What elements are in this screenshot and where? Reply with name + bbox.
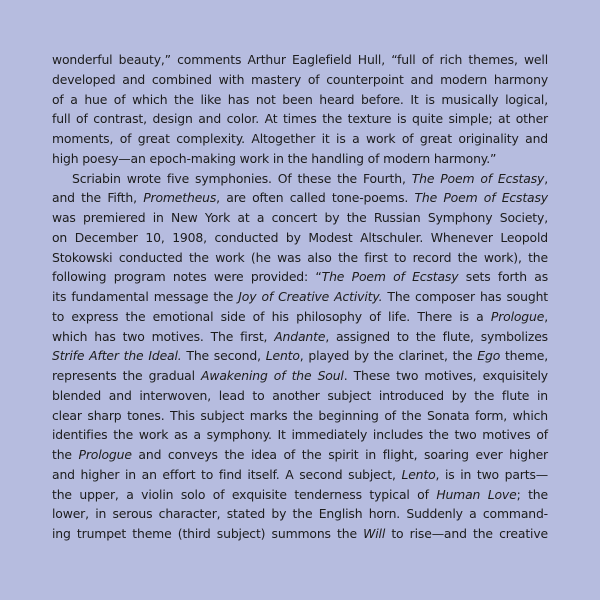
text-run: wonderful beauty,” comments Arthur Eaglefield Hull, “full of rich themes, well [52,52,548,67]
italic-text: The Poem of Ecstasy [411,170,545,186]
text-line [52,50,548,70]
text-run: . These two motives, exquisitely [343,368,548,383]
text-line [52,287,548,307]
text-line [52,485,548,505]
text-line [52,228,548,248]
italic-text: Ego [477,348,501,364]
text-line [52,406,548,426]
text-run: the [52,447,79,462]
text-line [52,366,548,386]
text-line [52,346,548,366]
text-line [52,70,548,90]
text-run: The composer has sought [382,289,549,304]
text-run: to rise—and the creative [385,526,548,541]
text-run: ing trumpet theme (third subject) summons the [52,526,364,541]
text-line [52,169,548,189]
text-run: identifies the work as a symphony. It immediately includes the two motives of [52,427,548,443]
text-run: lower, in serous character, stated by the English horn. Suddenly a command- [52,506,548,522]
text-run: represents the gradual [52,368,202,383]
text-line [52,267,548,287]
text-run: blended and interwoven, lead to another subject introduced by the flute in [52,387,548,403]
text-run: and the Fifth, [52,190,144,206]
italic-text: The Poem of Ecstasy [414,190,548,206]
text-run: sets forth as [458,269,548,285]
text-line [52,386,548,406]
text-run: high poesy—an epoch-making work in the handling of modern harmony.” [52,150,497,166]
text-run: , played by the clarinet, the [299,348,478,364]
italic-text: Human Love [436,486,517,502]
text-line [52,524,548,544]
text-run: and conveys the idea of the spirit in flight, soaring ever higher [131,447,548,462]
text-run: , [544,170,548,186]
text-run: full of contrast, design and color. At times the texture is quite simple; at other [52,111,548,127]
body-text [52,50,548,544]
text-run: developed and combined with mastery of counterpoint and modern harmony [52,71,548,87]
text-line [52,445,548,465]
text-run: , is in two parts— [435,466,548,482]
text-run: its fundamental message the [52,289,239,304]
text-run: Scriabin wrote five symphonies. Of these the Fourth, [72,170,412,186]
text-run: theme, [500,348,549,364]
text-run: clear sharp tones. This subject marks the beginning of the Sonata form, which [52,407,548,423]
italic-text: Awakening of the Soul [201,368,344,383]
text-run: , assigned to the flute, symbolizes [325,328,548,344]
italic-text: Lento [265,348,300,364]
text-run: ; the [516,486,548,502]
text-run: Stokowski conducted the work (he was also the first to record the work), the [52,249,548,265]
italic-text: Prologue [490,308,545,324]
text-run: of a hue of which the like has not been heard before. It is musically logical, [52,91,548,107]
italic-text: Will [363,526,386,541]
text-line [52,504,548,524]
italic-text: Strife After the Ideal. [52,348,182,364]
text-run: , are often called tone-poems. [216,190,415,206]
text-run: following program notes were provided: “ [52,269,322,285]
italic-text: Prologue [78,447,132,462]
italic-text: Prometheus [143,190,217,206]
text-run: and higher in an effort to find itself. A second subject, [52,466,402,482]
text-line [52,208,548,228]
text-run: which has two motives. The first, [52,328,275,344]
text-line [52,90,548,110]
text-line [52,188,548,208]
text-line [52,248,548,268]
text-run: on December 10, 1908, conducted by Modest Altschuler. Whenever Leopold [52,229,548,245]
text-line [52,109,548,129]
text-line [52,149,548,169]
italic-text: Lento [401,466,436,482]
text-line [52,425,548,445]
text-run: moments, of great complexity. Altogether it is a work of great originality and [52,131,548,146]
italic-text: Andante [274,328,326,344]
text-line [52,307,548,327]
text-run: was premiered in New York at a concert by the Russian Symphony Society, [52,210,548,225]
text-run: the upper, a violin solo of exquisite tenderness typical of [52,486,437,502]
text-run: to express the emotional side of his philosophy of life. There is a [52,308,491,324]
text-run: , [544,308,548,324]
text-line [52,327,548,347]
italic-text: Joy of Creative Activity. [238,289,383,304]
text-run: The second, [181,348,266,364]
text-line [52,129,548,149]
text-line [52,465,548,485]
italic-text: The Poem of Ecstasy [321,269,459,285]
